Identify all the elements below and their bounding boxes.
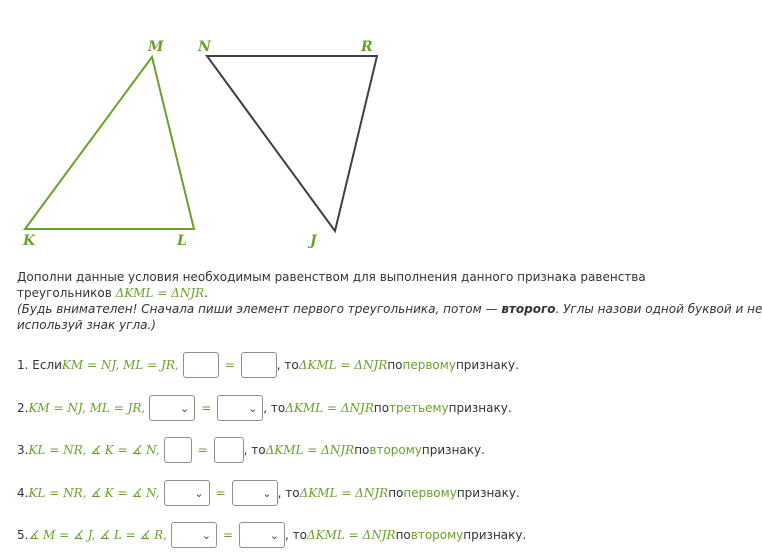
answer-select-right[interactable] bbox=[239, 522, 285, 548]
row-by: по bbox=[373, 401, 390, 415]
row-end: признаку. bbox=[463, 528, 527, 542]
row-prefix: 2. bbox=[17, 401, 29, 415]
triangle-kml bbox=[25, 57, 194, 229]
criterion-word: второму bbox=[369, 443, 422, 457]
row-conclusion: ΔKML = ΔNJR bbox=[265, 443, 355, 457]
row-prefix: 4. bbox=[17, 486, 29, 500]
task-row-2 bbox=[17, 394, 512, 422]
row-end: признаку. bbox=[421, 443, 485, 457]
triangle-njr bbox=[207, 56, 377, 231]
answer-select-right[interactable] bbox=[217, 395, 263, 421]
row-conclusion: ΔKML = ΔNJR bbox=[298, 358, 388, 372]
criterion-word: второму bbox=[410, 528, 464, 542]
note-line-2: используй знак угла.) bbox=[17, 318, 156, 332]
answer-select-left[interactable] bbox=[164, 480, 210, 506]
note-line-1-c: . Углы назови одной буквой и не bbox=[555, 302, 762, 316]
row-by: по bbox=[354, 443, 370, 457]
chevron-down-icon: ⌄ bbox=[269, 528, 280, 542]
row-prefix: 3. bbox=[17, 443, 29, 457]
row-condition: KL = NR, ∡ K = ∡ N, bbox=[28, 486, 160, 500]
row-by: по bbox=[395, 528, 411, 542]
task-row-5 bbox=[17, 521, 526, 549]
instruction-line-2-text: треугольников bbox=[17, 286, 116, 300]
instruction-line-2 bbox=[17, 285, 679, 301]
vertex-label-r: R bbox=[361, 39, 373, 55]
row-conclusion: ΔKML = ΔNJR bbox=[299, 486, 389, 500]
triangles-figure bbox=[0, 0, 679, 262]
answer-input-left[interactable] bbox=[164, 437, 192, 463]
answer-input-right[interactable] bbox=[214, 437, 244, 463]
row-then: , то bbox=[276, 358, 299, 372]
chevron-down-icon: ⌄ bbox=[262, 486, 272, 500]
task-instructions bbox=[17, 269, 762, 333]
equals-sign: = bbox=[197, 443, 208, 457]
criterion-word: третьему bbox=[389, 401, 449, 415]
note-line-1-a: (Будь внимателен! Сначала пиши элемент первого треугольника, потом — bbox=[17, 302, 502, 316]
row-condition: KL = NR, ∡ K = ∡ N, bbox=[28, 443, 160, 457]
criterion-word: первому bbox=[403, 486, 457, 500]
row-then: , то bbox=[285, 528, 307, 542]
chevron-down-icon: ⌄ bbox=[180, 401, 190, 415]
row-by: по bbox=[387, 358, 403, 372]
row-conclusion: ΔKML = ΔNJR bbox=[306, 528, 396, 542]
equals-sign: = bbox=[201, 401, 212, 415]
instruction-line-1: Дополни данные условия необходимым равенством для выполнения данного признака равенства bbox=[17, 270, 646, 284]
chevron-down-icon: ⌄ bbox=[194, 486, 204, 500]
equals-sign: = bbox=[224, 358, 235, 372]
row-condition: KM = NJ, ML = JR, bbox=[28, 401, 146, 415]
row-conclusion: ΔKML = ΔNJR bbox=[285, 401, 374, 415]
equals-sign: = bbox=[215, 486, 226, 500]
vertex-label-n: N bbox=[198, 39, 211, 55]
task-row-3 bbox=[17, 436, 485, 464]
note-line-1-b: второго bbox=[501, 302, 556, 316]
answer-select-left[interactable] bbox=[171, 522, 217, 548]
row-prefix: 5. bbox=[17, 528, 29, 542]
row-then: , то bbox=[277, 486, 300, 500]
task-row-4 bbox=[17, 479, 520, 507]
vertex-label-j: J bbox=[310, 233, 317, 249]
answer-input-left[interactable] bbox=[183, 352, 219, 378]
instruction-line-2-end: . bbox=[204, 286, 209, 300]
row-by: по bbox=[388, 486, 404, 500]
note-line-1 bbox=[17, 301, 762, 317]
equals-sign: = bbox=[222, 528, 234, 542]
row-end: признаку. bbox=[448, 401, 512, 415]
criterion-word: первому bbox=[402, 358, 456, 372]
row-end: признаку. bbox=[456, 486, 520, 500]
answer-select-left[interactable] bbox=[149, 395, 195, 421]
row-then: , то bbox=[243, 443, 266, 457]
row-prefix: 1. Если bbox=[17, 358, 62, 372]
chevron-down-icon: ⌄ bbox=[248, 401, 258, 415]
vertex-label-m: M bbox=[148, 39, 164, 55]
task-row-1 bbox=[17, 351, 519, 379]
row-condition: KM = NJ, ML = JR, bbox=[61, 358, 179, 372]
row-condition: ∡ M = ∡ J, ∡ L = ∡ R, bbox=[28, 528, 167, 542]
vertex-label-l: L bbox=[177, 233, 187, 249]
vertex-label-k: K bbox=[23, 233, 36, 249]
chevron-down-icon: ⌄ bbox=[201, 528, 211, 542]
answer-input-right[interactable] bbox=[241, 352, 277, 378]
row-end: признаку. bbox=[455, 358, 519, 372]
instruction-line-2-math: ΔKML = ΔNJR bbox=[115, 286, 205, 300]
row-then: , то bbox=[263, 401, 286, 415]
answer-select-right[interactable] bbox=[232, 480, 278, 506]
